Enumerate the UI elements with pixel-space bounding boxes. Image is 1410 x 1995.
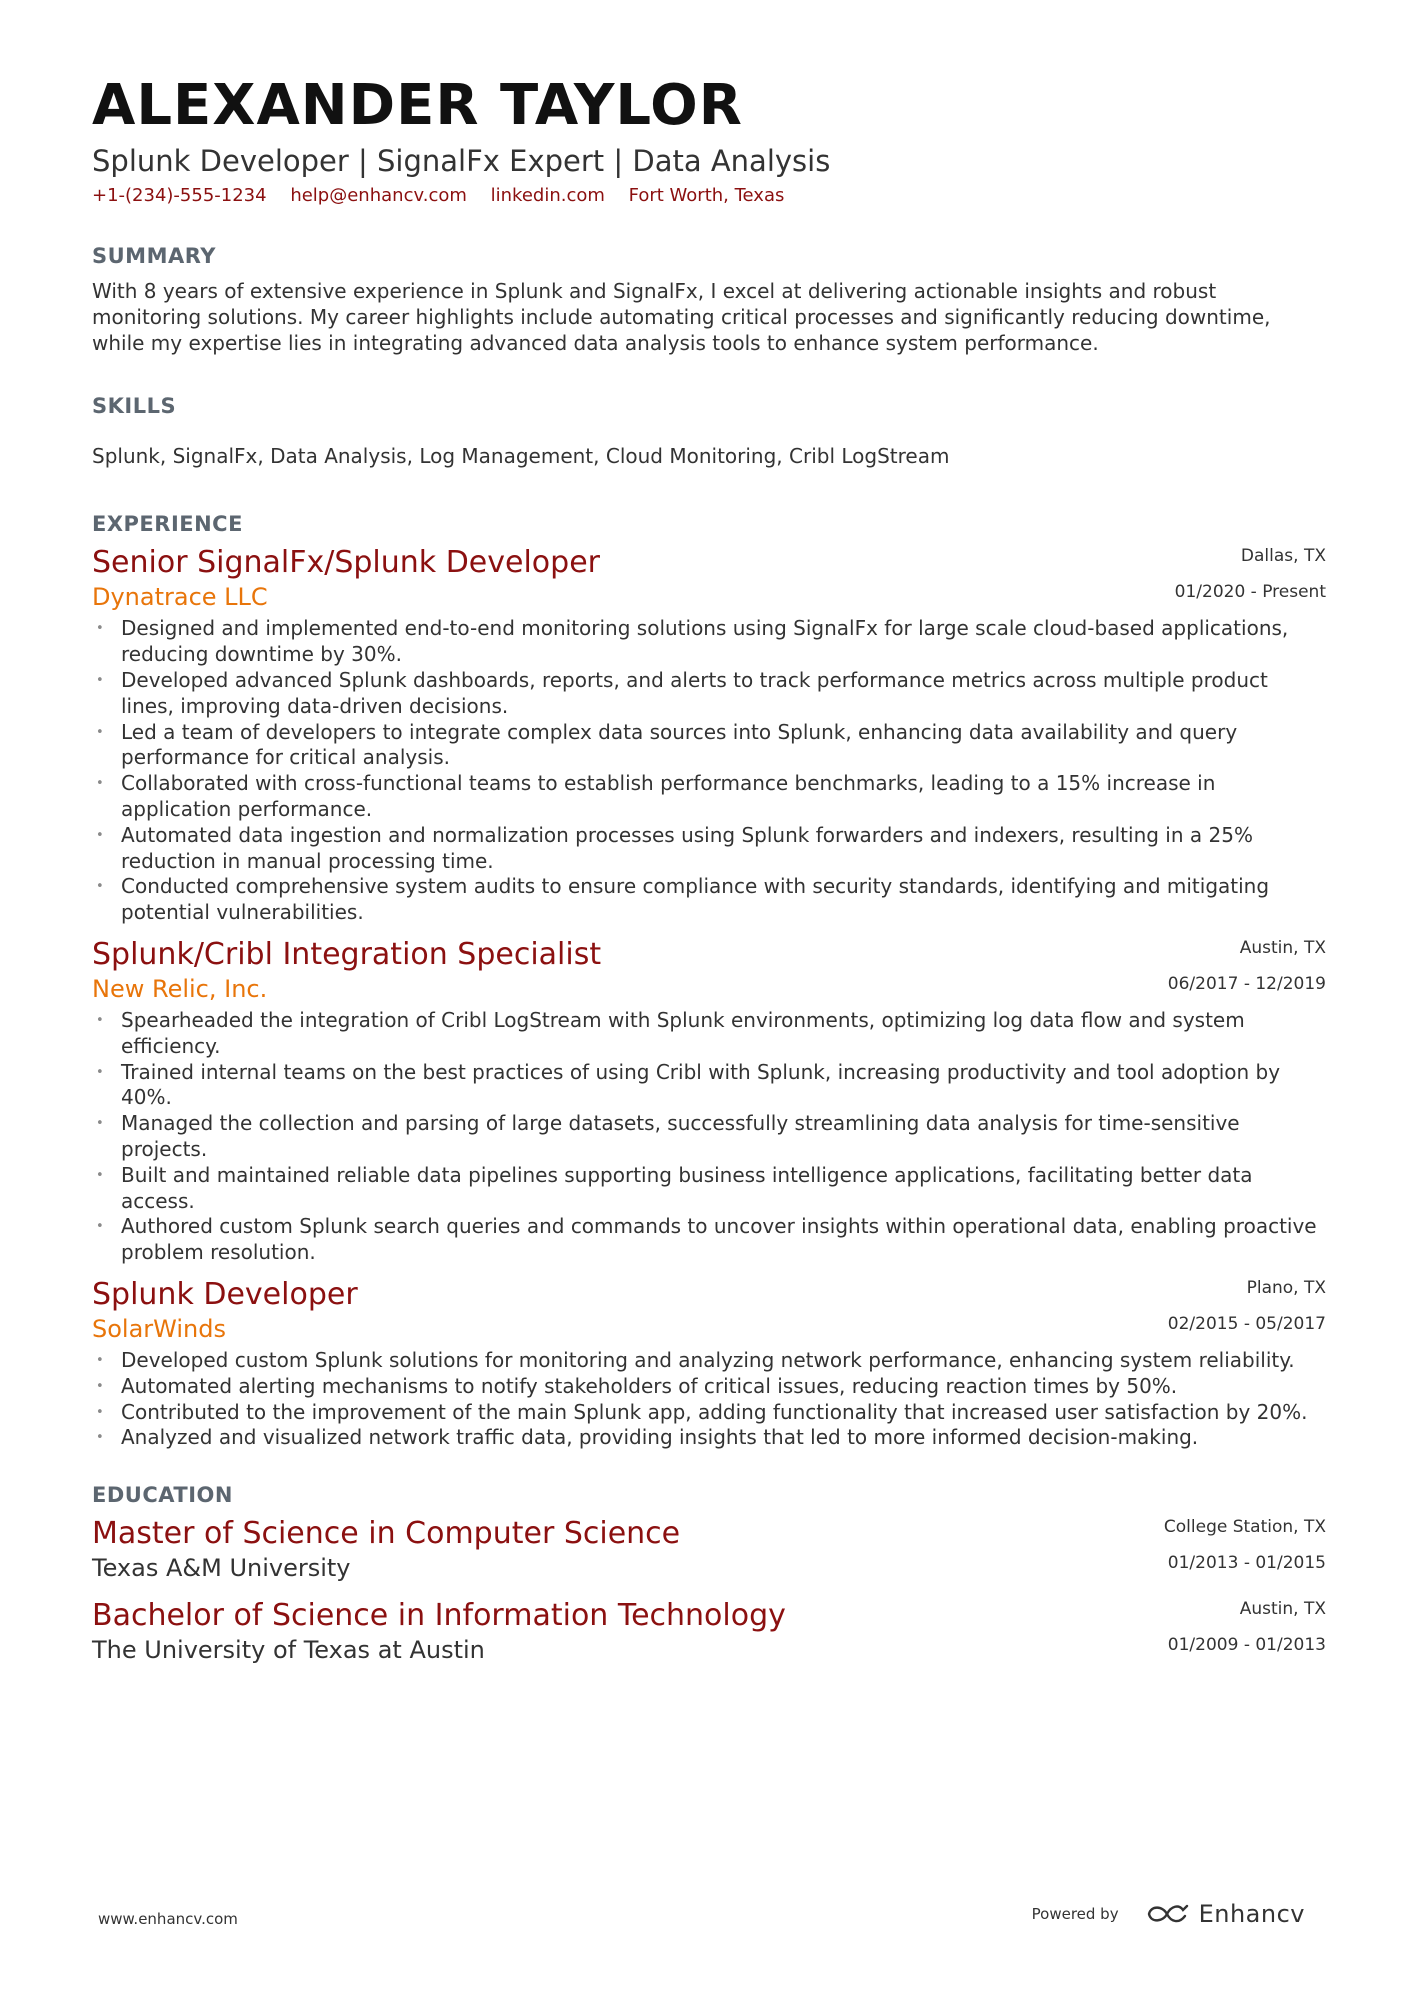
- job-bullets: [92, 616, 1326, 926]
- summary-section: [92, 244, 1326, 356]
- location-text: Fort Worth, Texas: [628, 184, 785, 206]
- bullet-item: • Authored custom Splunk search queries and commands to uncover insights within operational data, enabling proactive problem resolution.: [92, 1214, 1326, 1266]
- bullet-item: • Automated data ingestion and normalization processes using Splunk forwarders and indexers, resulting in a 25% reduction in manual processing time.: [92, 823, 1326, 875]
- job-bullets: [92, 1008, 1326, 1266]
- education-dates: 01/2009 - 01/2013: [1167, 1635, 1326, 1656]
- job-location: Plano, TX: [1246, 1277, 1326, 1298]
- skills-text: Splunk, SignalFx, Data Analysis, Log Management, Cloud Monitoring, Cribl LogStream: [92, 444, 950, 469]
- education-heading: EDUCATION: [92, 1483, 233, 1508]
- degree-title: Bachelor of Science in Information Technology: [92, 1598, 786, 1634]
- job-location: Dallas, TX: [1240, 546, 1326, 567]
- footer-website-link[interactable]: www.enhancv.com: [98, 1910, 238, 1928]
- linkedin-link[interactable]: linkedin.com: [490, 184, 605, 206]
- resume-page: [92, 73, 1326, 1665]
- enhancv-logo-icon: [1145, 1902, 1191, 1926]
- education-section: [92, 1483, 1326, 1665]
- bullet-item: • Managed the collection and parsing of large datasets, successfully streamlining data analysis for time-sensitive projects.: [92, 1111, 1326, 1163]
- job-entry: [92, 1276, 1326, 1451]
- bullet-item: • Trained internal teams on the best practices of using Cribl with Splunk, increasing productivity and tool adoption by 40%.: [92, 1060, 1326, 1112]
- job-entry: [92, 544, 1326, 926]
- bullet-item: • Developed advanced Splunk dashboards, reports, and alerts to track performance metrics across multiple product lines, improving data-driven decisions.: [92, 668, 1326, 720]
- enhancv-brand-text: Enhancv: [1198, 1900, 1305, 1928]
- summary-text: With 8 years of extensive experience in Splunk and SignalFx, I excel at delivering actionable insights and robust monitoring solutions. My career highlights include automating critical processes and significantly reducing downtime, while my expertise lies in integrating advanced data analysis tools to enhance system performance.: [92, 279, 1271, 356]
- education-dates: 01/2013 - 01/2015: [1167, 1553, 1326, 1574]
- school-name: The University of Texas at Austin: [92, 1636, 485, 1665]
- footer-branding: [1032, 1900, 1305, 1928]
- candidate-title: Splunk Developer | SignalFx Expert | Data Analysis: [92, 144, 831, 178]
- bullet-item: • Conducted comprehensive system audits to ensure compliance with security standards, identifying and mitigating potential vulnerabilities.: [92, 874, 1326, 926]
- bullet-item: • Automated alerting mechanisms to notify stakeholders of critical issues, reducing reaction times by 50%.: [92, 1374, 1326, 1400]
- experience-section: [92, 512, 1326, 1451]
- job-location: Austin, TX: [1239, 937, 1326, 958]
- education-entry: [92, 1597, 1326, 1665]
- job-dates: 01/2020 - Present: [1174, 582, 1326, 603]
- job-bullets: [92, 1348, 1326, 1451]
- education-location: Austin, TX: [1239, 1599, 1326, 1620]
- company-name: SolarWinds: [92, 1314, 226, 1343]
- degree-title: Master of Science in Computer Science: [92, 1516, 681, 1552]
- bullet-item: • Developed custom Splunk solutions for monitoring and analyzing network performance, enhancing system reliability.: [92, 1348, 1326, 1374]
- experience-heading: EXPERIENCE: [92, 512, 243, 537]
- email-link[interactable]: help@enhancv.com: [290, 184, 467, 206]
- bullet-item: • Analyzed and visualized network traffic data, providing insights that led to more informed decision-making.: [92, 1425, 1326, 1451]
- bullet-item: • Spearheaded the integration of Cribl LogStream with Splunk environments, optimizing log data flow and system efficiency.: [92, 1008, 1326, 1060]
- bullet-item: • Led a team of developers to integrate complex data sources into Splunk, enhancing data availability and query performance for critical analysis.: [92, 720, 1326, 772]
- bullet-item: • Collaborated with cross-functional teams to establish performance benchmarks, leading to a 15% increase in application performance.: [92, 771, 1326, 823]
- powered-by-text: Powered by: [1031, 1905, 1119, 1923]
- job-dates: 06/2017 - 12/2019: [1167, 973, 1326, 994]
- education-entry: [92, 1515, 1326, 1583]
- skills-section: [92, 394, 1326, 468]
- job-title: Splunk Developer: [92, 1276, 358, 1312]
- bullet-item: • Designed and implemented end-to-end monitoring solutions using SignalFx for large scale cloud-based applications, reducing downtime by 30%.: [92, 616, 1326, 668]
- school-name: Texas A&M University: [92, 1554, 351, 1583]
- job-entry: [92, 936, 1326, 1266]
- company-name: New Relic, Inc.: [92, 974, 268, 1003]
- bullet-item: • Built and maintained reliable data pipelines supporting business intelligence applications, facilitating better data access.: [92, 1163, 1326, 1215]
- bullet-item: • Contributed to the improvement of the main Splunk app, adding functionality that increased user satisfaction by 20%.: [92, 1400, 1326, 1426]
- summary-heading: SUMMARY: [92, 244, 216, 269]
- job-title: Senior SignalFx/Splunk Developer: [92, 545, 600, 581]
- skills-heading: SKILLS: [92, 394, 177, 419]
- company-name: Dynatrace LLC: [92, 583, 268, 612]
- job-title: Splunk/Cribl Integration Specialist: [92, 936, 602, 972]
- contact-line: [92, 185, 1326, 207]
- phone-text: +1-(234)-555-1234: [92, 184, 267, 206]
- job-dates: 02/2015 - 05/2017: [1167, 1313, 1326, 1334]
- candidate-name: ALEXANDER TAYLOR: [92, 73, 743, 138]
- education-location: College Station, TX: [1163, 1517, 1326, 1538]
